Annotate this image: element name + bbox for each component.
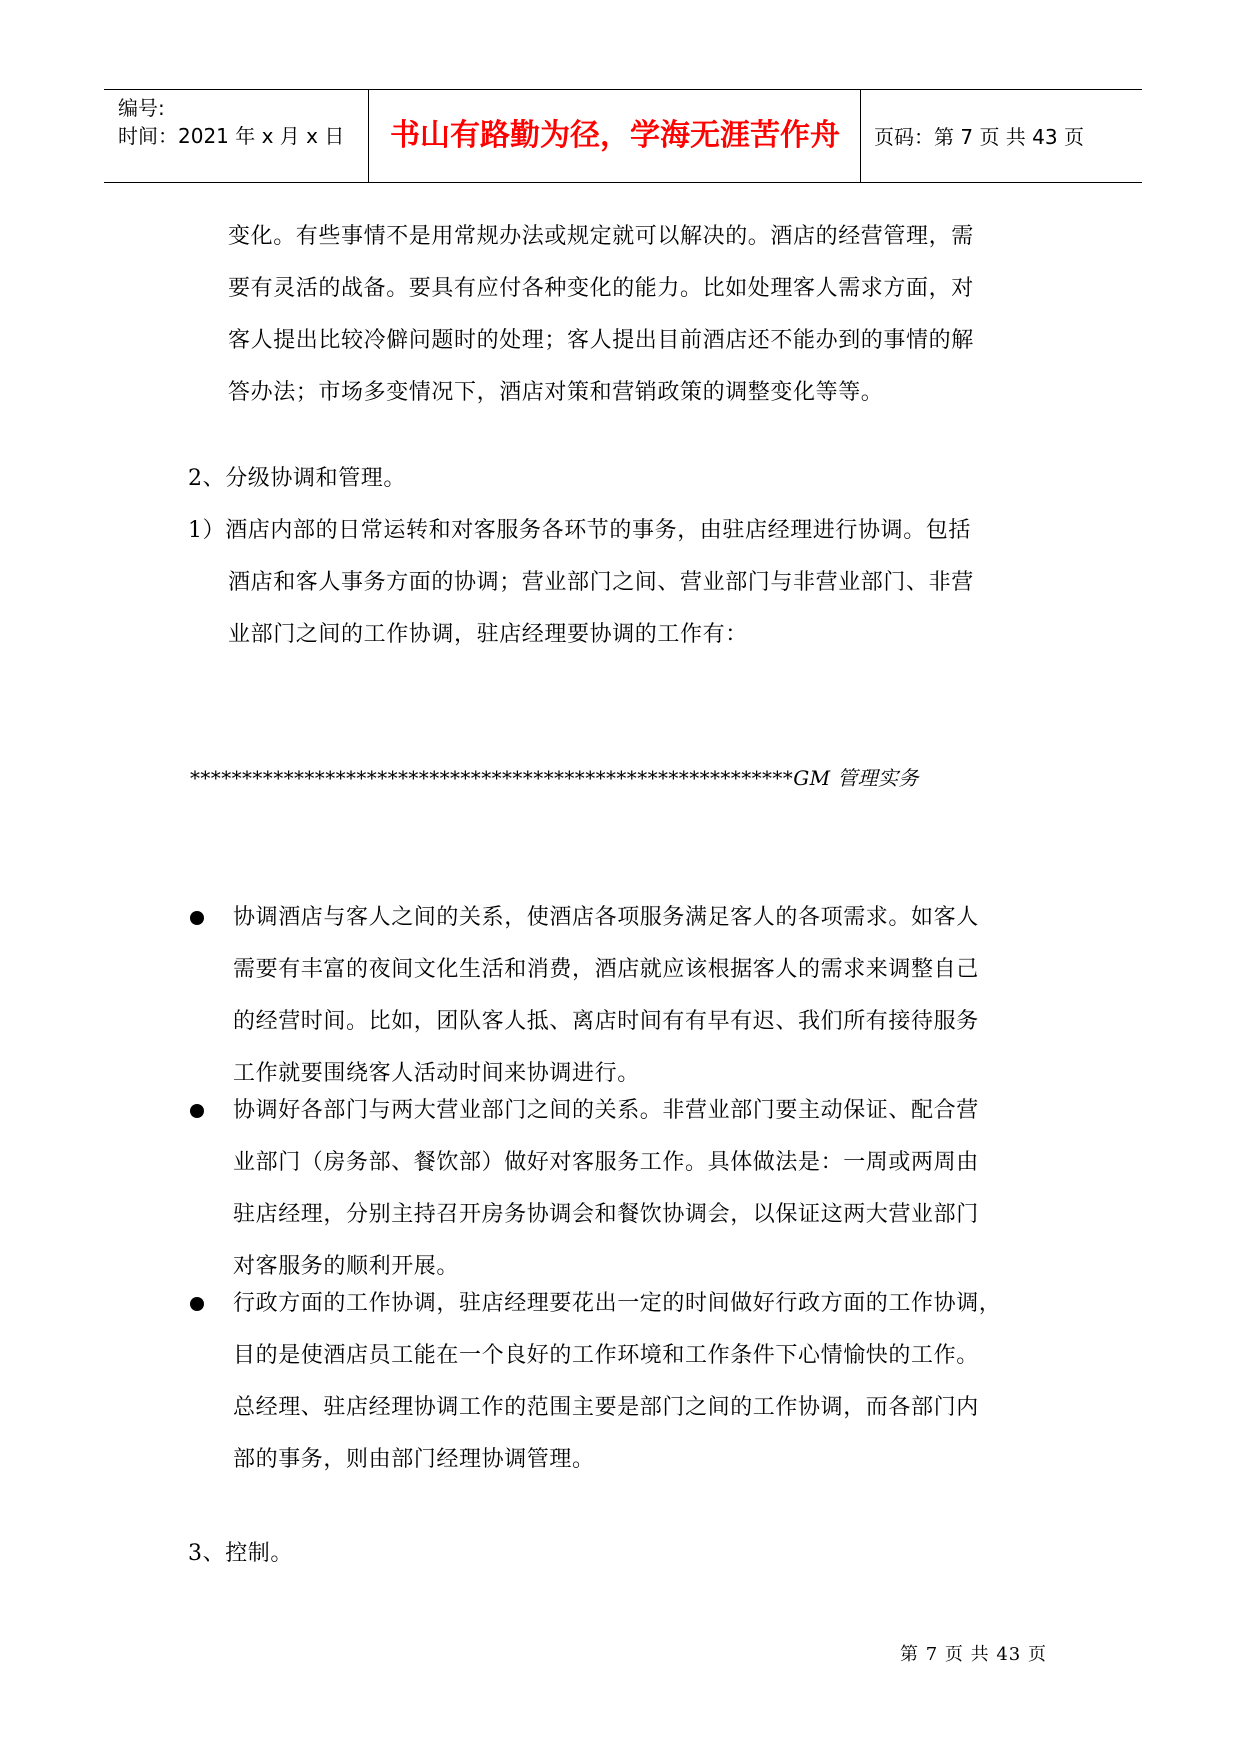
- paragraph-line: 1）酒店内部的日常运转和对客服务各环节的事务，由驻店经理进行协调。包括: [188, 518, 971, 543]
- paragraph-line: 驻店经理，分别主持召开房务协调会和餐饮协调会，以保证这两大营业部门: [233, 1202, 979, 1227]
- bullet-icon: [190, 1297, 204, 1311]
- paragraph-line: 业部门之间的工作协调，驻店经理要协调的工作有：: [228, 622, 748, 647]
- paragraph-line: 业部门（房务部、餐饮部）做好对客服务工作。具体做法是：一周或两周由: [233, 1150, 979, 1175]
- header-motto: 书山有路勤为径，学海无涯苦作舟: [390, 118, 840, 153]
- paragraph-line: 部的事务，则由部门经理协调管理。: [233, 1447, 595, 1472]
- paragraph-line: 答办法；市场多变情况下，酒店对策和营销政策的调整变化等等。: [228, 380, 884, 405]
- paragraph-line: 总经理、驻店经理协调工作的范围主要是部门之间的工作协调，而各部门内: [233, 1395, 979, 1420]
- header-divider: [860, 90, 861, 182]
- page-footer: 第 7 页 共 43 页: [900, 1644, 1047, 1665]
- paragraph-line: 的经营时间。比如，团队客人抵、离店时间有有早有迟、我们所有接待服务: [233, 1009, 979, 1034]
- header-divider: [368, 90, 369, 182]
- paragraph-line: 对客服务的顺利开展。: [233, 1254, 460, 1279]
- section-heading: [188, 1528, 293, 1580]
- header-page-label: 页码：第 7 页 共 43 页: [874, 125, 1084, 149]
- list-item: [188, 505, 971, 557]
- page-separator: **********************************************************GM 管理实务: [190, 766, 919, 790]
- paragraph-line: 工作就要围绕客人活动时间来协调进行。: [233, 1061, 640, 1086]
- document-number-label: 编号:: [118, 96, 165, 120]
- paragraph-line: 行政方面的工作协调，驻店经理要花出一定的时间做好行政方面的工作协调，: [233, 1291, 1002, 1316]
- section-2-heading: 2、分级协调和管理。: [188, 466, 406, 491]
- intro-paragraph: [228, 211, 974, 419]
- paragraph-line: 需要有丰富的夜间文化生活和消费，酒店就应该根据客人的需求来调整自己: [233, 957, 979, 982]
- bullet-item: [233, 892, 979, 1100]
- paragraph-line: 变化。有些事情不是用常规办法或规定就可以解决的。酒店的经营管理，需: [228, 224, 974, 249]
- bullet-icon: [190, 1104, 204, 1118]
- document-header: [104, 89, 1142, 183]
- paragraph-line: 酒店和客人事务方面的协调；营业部门之间、营业部门与非营业部门、非营: [228, 570, 974, 595]
- section-heading: [188, 453, 406, 505]
- section-3-heading: 3、控制。: [188, 1541, 293, 1566]
- paragraph-line: 客人提出比较冷僻问题时的处理；客人提出目前酒店还不能办到的事情的解: [228, 328, 974, 353]
- paragraph-line: 协调酒店与客人之间的关系，使酒店各项服务满足客人的各项需求。如客人: [233, 905, 979, 930]
- list-item-continuation: [228, 557, 974, 661]
- bullet-icon: [190, 911, 204, 925]
- paragraph-line: 目的是使酒店员工能在一个良好的工作环境和工作条件下心情愉快的工作。: [233, 1343, 979, 1368]
- document-time-label: 时间：2021 年 x 月 x 日: [118, 124, 345, 148]
- bullet-item: [233, 1278, 1001, 1486]
- header-meta: [118, 94, 344, 150]
- paragraph-line: 协调好各部门与两大营业部门之间的关系。非营业部门要主动保证、配合营: [233, 1098, 979, 1123]
- bullet-item: [233, 1085, 979, 1293]
- paragraph-line: 要有灵活的战备。要具有应付各种变化的能力。比如处理客人需求方面，对: [228, 276, 974, 301]
